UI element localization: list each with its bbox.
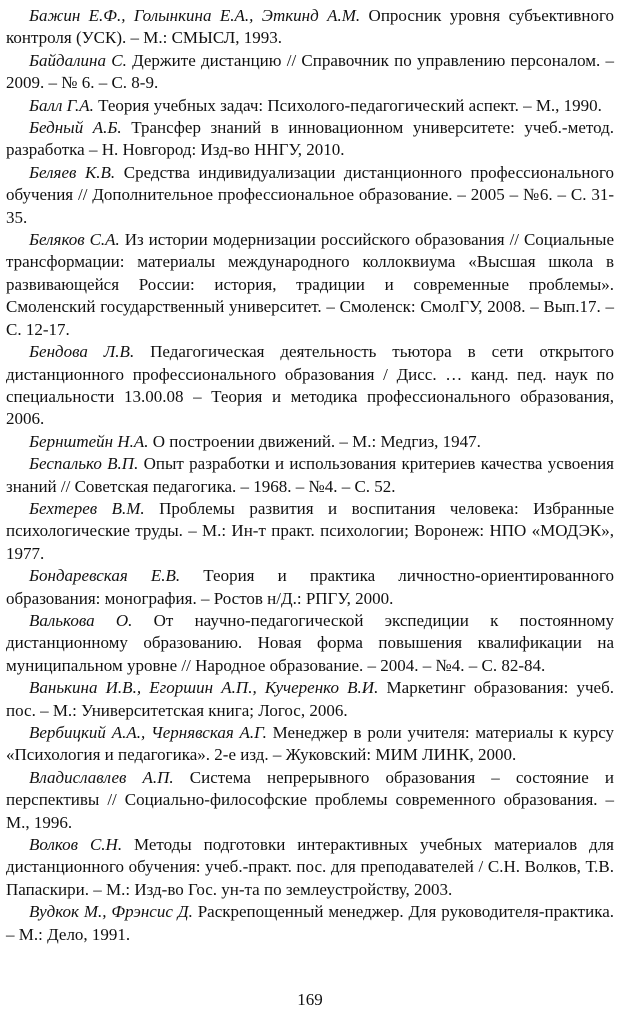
entry-author: Ванькина И.В., Егоршин А.П., Кучеренко В.И. <box>29 678 379 698</box>
entry-author: Бондаревская Е.В. <box>29 566 181 586</box>
entry-author: Бехтерев В.М. <box>29 498 145 518</box>
entry-text: Трансфер знаний в инновационном университете: учеб.-метод. разработка – Н. Новгород: Изд-во ННГУ, 2010. <box>6 118 614 160</box>
bibliography-entry <box>6 229 614 341</box>
entry-author: Бернштейн Н.А. <box>29 431 149 451</box>
bibliography-entry <box>6 431 614 453</box>
entry-author: Балл Г.А. <box>29 95 94 115</box>
entry-text: Средства индивидуализации дистанционного профессионального обучения // Дополнительное профессиональное образование. – 2005 – №6. – С. 31-35. <box>6 162 614 227</box>
entry-text: Раскрепощенный менеджер. Для руководителя-практика. – М.: Дело, 1991. <box>6 902 614 944</box>
bibliography-entry <box>6 677 614 722</box>
entry-text: Опыт разработки и использования критериев качества усвоения знаний // Советская педагогика. – 1968. – №4. – С. 52. <box>6 454 614 496</box>
bibliography-entry <box>6 162 614 229</box>
page-number: 169 <box>297 990 323 1009</box>
entry-text: От научно-педагогической экспедиции к постоянному дистанционному образованию. Новая форма повышения квалификации на муниципальном уровне // Народное образование. – 2004. – №4. – С. 82-84. <box>6 610 614 675</box>
bibliography-entry <box>6 95 614 117</box>
entry-author: Вудкок М., Фрэнсис Д. <box>29 902 193 922</box>
bibliography-entry <box>6 5 614 50</box>
entry-text: О построении движений. – М.: Медгиз, 1947. <box>148 431 481 451</box>
entry-author: Волков С.Н. <box>29 835 123 855</box>
bibliography-entry <box>6 453 614 498</box>
bibliography-entry <box>6 498 614 565</box>
entry-text: Держите дистанцию // Справочник по управлению персоналом. – 2009. – № 6. – С. 8-9. <box>6 50 615 93</box>
bibliography-entry <box>6 341 614 431</box>
entry-author: Беляев К.В. <box>29 162 116 182</box>
entry-author: Вербицкий А.А., Чернявская А.Г. <box>29 723 267 742</box>
entry-author: Беляков С.А. <box>29 230 120 250</box>
bibliography-entry <box>6 901 614 946</box>
entry-text: Теория и практика личностно-ориентированного образования: монография. – Ростов н/Д.: РПГУ, 2000. <box>6 566 615 608</box>
entry-author: Владиславлев А.П. <box>29 767 174 787</box>
entry-text: Теория учебных задач: Психолого-педагогический аспект. – М., 1990. <box>93 95 602 115</box>
bibliography-entry <box>6 50 614 95</box>
entry-author: Бендова Л.В. <box>29 342 135 362</box>
entry-text: Методы подготовки интерактивных учебных материалов для дистанционного обучения: учеб.-практ. пос. для преподавателей / С.Н. Волков, Т.В. Папаскири. – М.: Изд-во Гос. ун-та по землеустройству, 2003. <box>6 835 614 899</box>
bibliography-entry <box>6 767 614 834</box>
bibliography-list <box>6 5 614 946</box>
bibliography-entry <box>6 834 614 901</box>
entry-text: Опросник уровня субъективного контроля (УСК). – М.: СМЫСЛ, 1993. <box>6 6 614 48</box>
bibliography-entry <box>6 565 614 610</box>
entry-text: Менеджер в роли учителя: материалы к курсу «Психология и педагогика». 2-е изд. – Жуковский: МИМ ЛИНК, 2000. <box>6 723 615 765</box>
entry-text: Маркетинг образования: учеб. пос. – М.: Университетская книга; Логос, 2006. <box>6 678 615 720</box>
entry-text: Проблемы развития и воспитания человека: Избранные психологические труды. – М.: Ин-т практ. психологии; Воронеж: НПО «МОДЭК», 1977. <box>6 498 615 563</box>
entry-author: Валькова О. <box>29 610 133 630</box>
entry-author: Бедный А.Б. <box>29 118 122 138</box>
entry-text: Педагогическая деятельность тьютора в сети открытого дистанционного профессионального образования / Дисс. … канд. пед. наук по специальности 13.00.08 – Теория и методика профессионального образования, 2006. <box>6 342 614 429</box>
bibliography-entry <box>6 117 614 162</box>
entry-author: Бажин Е.Ф., Голынкина Е.А., Эткинд А.М. <box>29 6 361 25</box>
entry-text: Система непрерывного образования – состояние и перспективы // Социально-философские проблемы современного образования. – М., 1996. <box>6 767 614 832</box>
entry-author: Байдалина С. <box>29 50 127 70</box>
bibliography-entry <box>6 610 614 677</box>
entry-text: Из истории модернизации российского образования // Социальные трансформации: материалы международного коллоквиума «Высшая школа в развивающейся России: история, традиции и современные проблемы». Смоленский государственный университет. – Смоленск: СмолГУ, 2008. – Вып.17. – С. 12-17. <box>6 230 614 339</box>
bibliography-entry <box>6 722 614 767</box>
entry-author: Беспалько В.П. <box>29 454 139 474</box>
